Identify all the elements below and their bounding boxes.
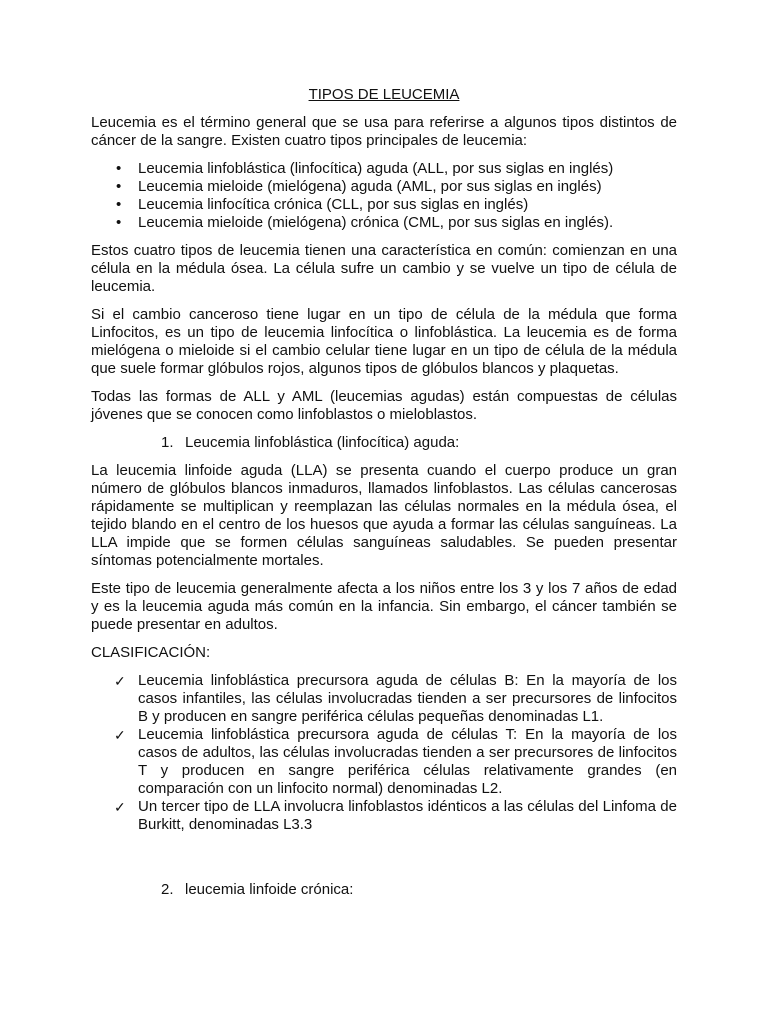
common-trait-paragraph: Estos cuatro tipos de leucemia tienen una característica en común: comienzan en una célula en la médula ósea. La célula sufre un cambio y se vuelve un tipo de célula de leucemia. bbox=[91, 242, 677, 295]
section-number: 2. bbox=[161, 881, 174, 898]
classification-text: Leucemia linfoblástica precursora aguda de células T: En la mayoría de los casos de adultos, las células involucradas tienden a ser precursores de linfocitos T y producen en sangre periférica células relativamente grandes (en comparación con un linfocito normal) denominadas L2. bbox=[138, 726, 677, 797]
spacer bbox=[91, 844, 677, 881]
classification-label: CLASIFICACIÓN: bbox=[91, 644, 211, 661]
checkmark-icon: ✓ bbox=[114, 727, 126, 743]
classification-list bbox=[91, 672, 677, 834]
list-item bbox=[114, 798, 677, 834]
section-number: 1. bbox=[161, 434, 174, 451]
list-item: • Leucemia linfocítica crónica (CLL, por sus siglas en inglés) bbox=[138, 196, 677, 214]
classification-text: Leucemia linfoblástica precursora aguda de células B: En la mayoría de los casos infantiles, las células involucradas tienden a ser precursores de linfocitos B y producen en sangre periférica células pequeñas denominadas L1. bbox=[138, 672, 677, 725]
intro-paragraph: Leucemia es el término general que se usa para referirse a algunos tipos distintos de cáncer de la sangre. Existen cuatro tipos principales de leucemia: bbox=[91, 114, 677, 149]
list-item: • Leucemia mieloide (mielógena) crónica (CML, por sus siglas en inglés). bbox=[138, 214, 677, 232]
list-item bbox=[114, 672, 677, 726]
checkmark-icon: ✓ bbox=[114, 799, 126, 815]
section-2-heading bbox=[91, 881, 677, 899]
document-title: TIPOS DE LEUCEMIA bbox=[308, 86, 460, 103]
section-title: Leucemia linfoblástica (linfocítica) aguda: bbox=[185, 434, 460, 451]
lla-paragraph: La leucemia linfoide aguda (LLA) se presenta cuando el cuerpo produce un gran número de glóbulos blancos inmaduros, llamados linfoblastos. Las células cancerosas rápidamente se multiplican y reemplazan las células normales en la médula ósea, el tejido blando en el centro de los huesos que ayuda a formar las células sanguíneas. La LLA impide que se formen células sanguíneas saludables. Se pueden presentar síntomas potencialmente mortales. bbox=[91, 462, 677, 569]
acute-forms-paragraph: Todas las formas de ALL y AML (leucemias agudas) están compuestas de células jóvenes que se conocen como linfoblastos o mieloblastos. bbox=[91, 388, 677, 423]
cell-change-paragraph: Si el cambio canceroso tiene lugar en un tipo de célula de la médula que forma Linfocitos, es un tipo de leucemia linfocítica o linfoblástica. La leucemia es de forma mielógena o mieloide si el cambio celular tiene lugar en un tipo de célula de la médula que suele formar glóbulos rojos, algunos tipos de glóbulos blancos y plaquetas. bbox=[91, 306, 677, 377]
section-1-heading bbox=[91, 434, 677, 452]
leukemia-types-list bbox=[91, 160, 677, 232]
section-title: leucemia linfoide crónica: bbox=[185, 881, 354, 898]
children-paragraph: Este tipo de leucemia generalmente afecta a los niños entre los 3 y los 7 años de edad y es la leucemia aguda más común en la infancia. Sin embargo, el cáncer también se puede presentar en adultos. bbox=[91, 580, 677, 633]
list-item: • Leucemia linfoblástica (linfocítica) aguda (ALL, por sus siglas en inglés) bbox=[138, 160, 677, 178]
list-item: • Leucemia mieloide (mielógena) aguda (AML, por sus siglas en inglés) bbox=[138, 178, 677, 196]
classification-text: Un tercer tipo de LLA involucra linfoblastos idénticos a las células del Linfoma de Burkitt, denominadas L3.3 bbox=[138, 798, 677, 833]
checkmark-icon: ✓ bbox=[114, 673, 126, 689]
list-item bbox=[114, 726, 677, 798]
